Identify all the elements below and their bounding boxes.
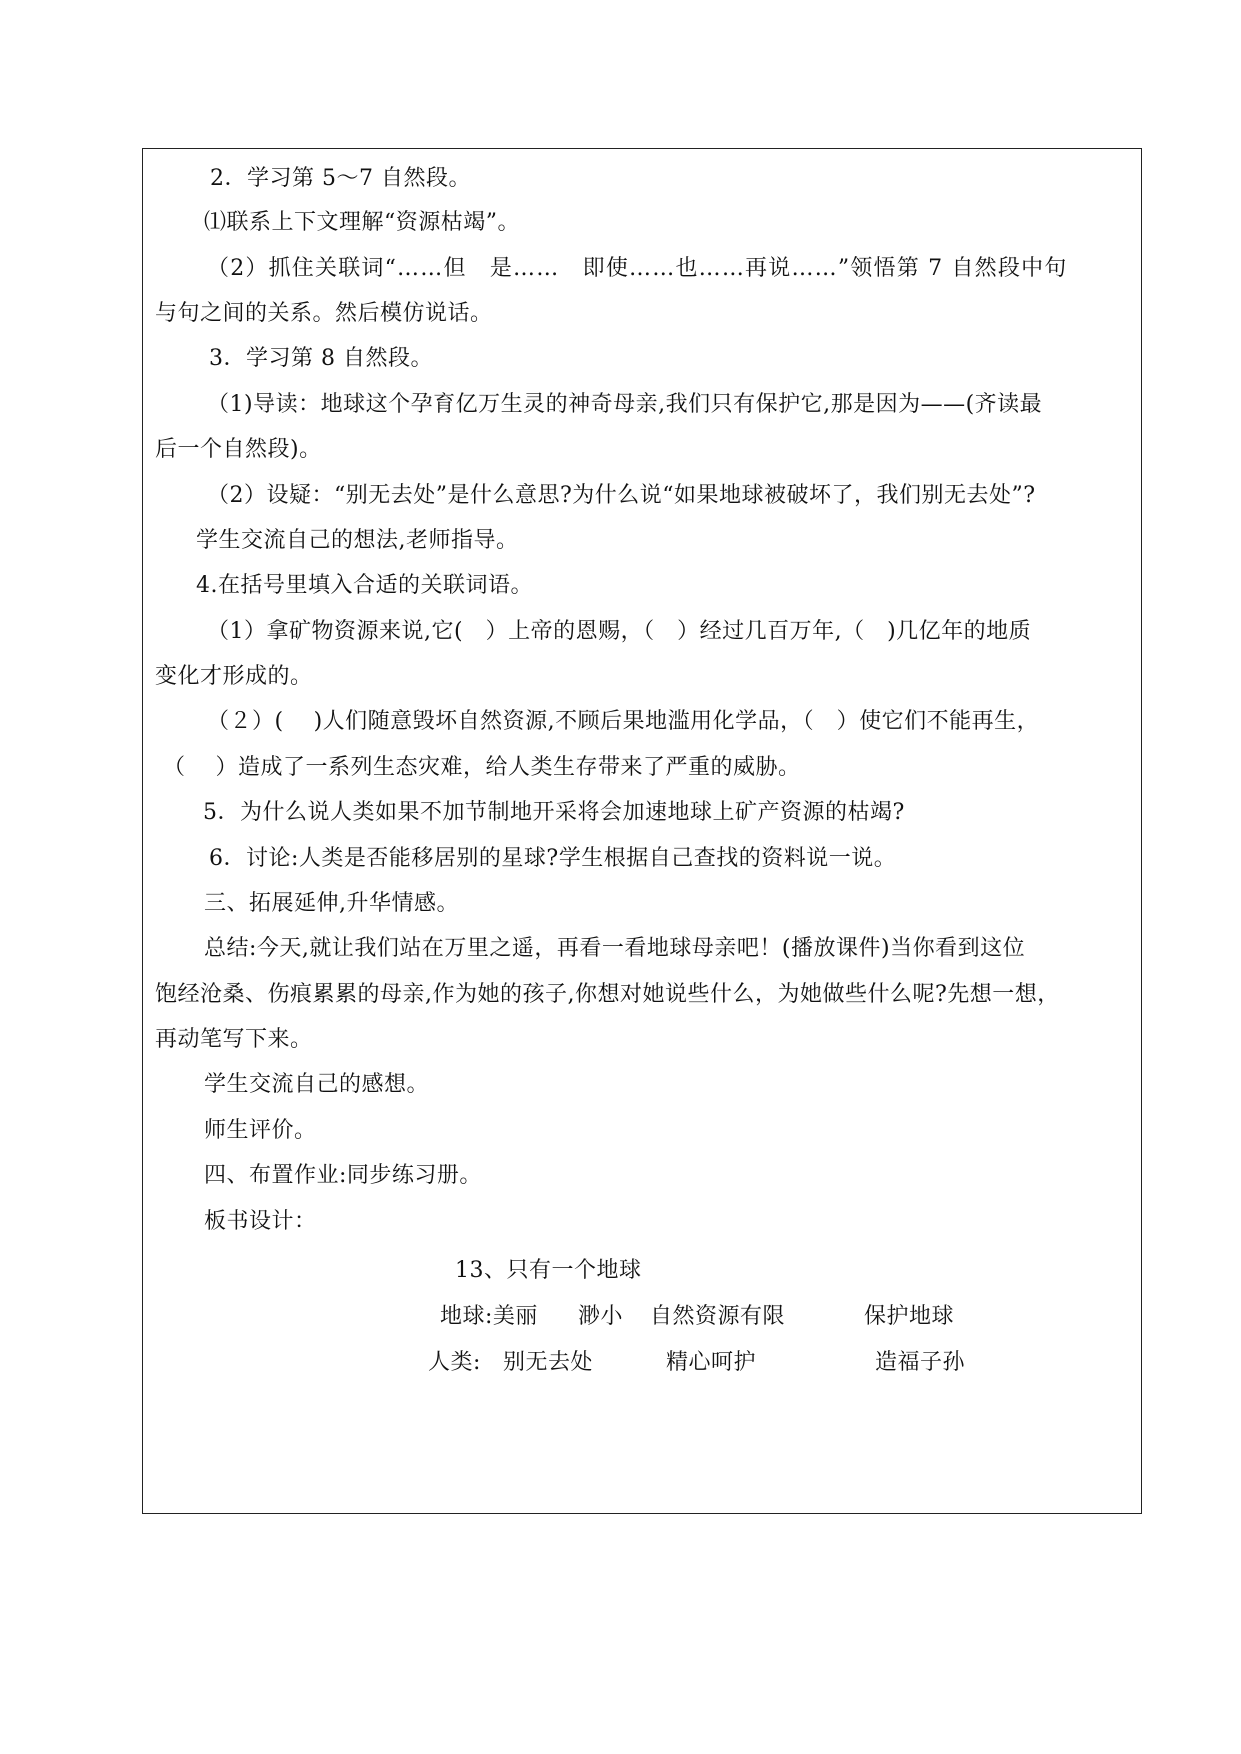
line-11: （1）拿矿物资源来说,它( ）上帝的恩赐，（ ）经过几百万年,（ )几亿年的地质 [207, 619, 1032, 644]
line-5: 3．学习第 8 自然段。 [209, 346, 433, 371]
line-14: （ ）造成了一系列生态灾难，给人类生存带来了严重的威胁。 [163, 755, 801, 780]
line-3: （2）抓住关联词“……但 是…… 即使……也……再说……”领悟第 7 自然段中句 [207, 256, 1068, 281]
line-19: 饱经沧桑、伤痕累累的母亲,作为她的孩子,你想对她说些什么，为她做些什么呢?先想一想， [155, 982, 1060, 1007]
board-row1-col2: 渺小 [578, 1304, 624, 1329]
board-row1-col4: 保护地球 [864, 1304, 955, 1329]
board-row2-col3: 精心呵护 [666, 1350, 757, 1375]
board-row2-col2: 别无去处 [503, 1350, 594, 1375]
line-15: 5．为什么说人类如果不加节制地开采将会加速地球上矿产资源的枯竭? [203, 800, 905, 825]
line-23: 四、布置作业:同步练习册。 [204, 1163, 482, 1188]
board-row2-col4: 造福子孙 [875, 1350, 966, 1375]
line-4: 与句之间的关系。然后模仿说话。 [155, 301, 493, 326]
line-8: （2）设疑：“别无去处”是什么意思?为什么说“如果地球被破坏了，我们别无去处”? [207, 483, 1036, 508]
line-1: 2．学习第 5～7 自然段。 [210, 166, 471, 191]
line-18: 总结:今天,就让我们站在万里之遥，再看一看地球母亲吧！(播放课件)当你看到这位 [204, 936, 1026, 961]
line-9: 学生交流自己的想法,老师指导。 [196, 528, 519, 553]
board-row1-label: 地球:美丽 [440, 1304, 538, 1329]
board-title: 13、只有一个地球 [455, 1258, 642, 1283]
line-2: ⑴联系上下文理解“资源枯竭”。 [204, 210, 520, 235]
line-20: 再动笔写下来。 [155, 1027, 313, 1052]
line-6: （1)导读：地球这个孕育亿万生灵的神奇母亲,我们只有保护它,那是因为——(齐读最 [207, 392, 1043, 417]
line-10: 4.在括号里填入合适的关联词语。 [196, 573, 533, 598]
line-16: 6．讨论:人类是否能移居别的星球?学生根据自己查找的资料说一说。 [209, 846, 897, 871]
board-row1-col3: 自然资源有限 [650, 1304, 786, 1329]
line-21: 学生交流自己的感想。 [204, 1072, 430, 1097]
line-24: 板书设计： [204, 1209, 317, 1234]
line-12: 变化才形成的。 [155, 664, 313, 689]
line-7: 后一个自然段)。 [155, 437, 322, 462]
line-17: 三、拓展延伸,升华情感。 [204, 891, 459, 916]
board-row2-label: 人类: [428, 1350, 481, 1375]
line-13: （２）( )人们随意毁坏自然资源,不顾后果地滥用化学品，（ ）使它们不能再生， [207, 709, 1040, 734]
line-22: 师生评价。 [204, 1118, 317, 1143]
